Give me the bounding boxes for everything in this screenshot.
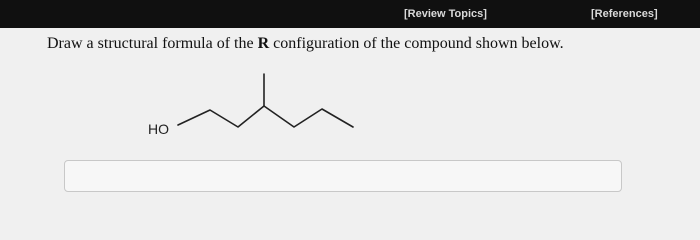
top-navigation-bar — [0, 0, 700, 28]
drawing-canvas-box[interactable] — [64, 160, 622, 192]
molecule-structure — [140, 68, 370, 143]
references-link[interactable]: [References] — [591, 8, 658, 20]
question-configuration: R — [257, 35, 270, 52]
review-topics-link[interactable]: [Review Topics] — [404, 8, 487, 20]
carbon-chain — [178, 106, 353, 127]
question-suffix: configuration of the compound shown below. — [269, 35, 564, 52]
question-prefix: Draw a structural formula of the — [47, 35, 258, 52]
hydroxyl-label: HO — [148, 121, 169, 137]
question-text — [47, 35, 564, 53]
